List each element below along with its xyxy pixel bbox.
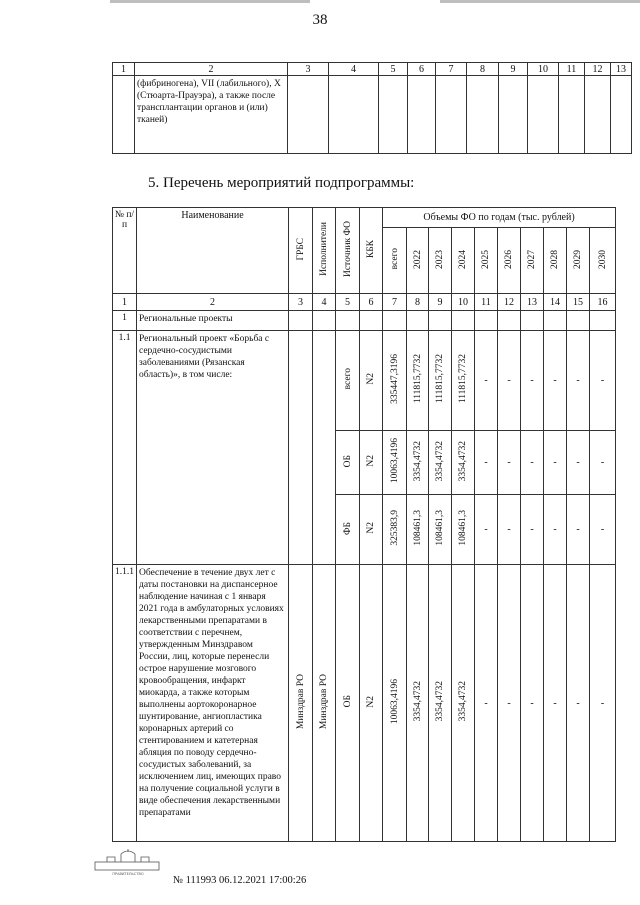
col-year-header: 2026 xyxy=(498,228,521,294)
col-num-header: № п/п xyxy=(113,208,137,294)
col-source-header: Источник ФО xyxy=(336,208,360,294)
column-header: 4 xyxy=(329,63,379,76)
continuation-text: (фибриногена), VII (лабильного), X (Стюарта-Прауэра), а также после трансплантации органов и (или) тканей) xyxy=(135,76,288,154)
col-kbk-header: КБК xyxy=(360,208,383,294)
page-number: 38 xyxy=(312,12,328,28)
activities-table xyxy=(112,207,616,842)
col-total-header: всего xyxy=(383,228,407,294)
government-stamp-icon xyxy=(93,848,163,881)
project-name: Региональный проект «Борьба с сердечно-сосудистыми заболеваниями (Рязанская область)», в том числе: xyxy=(137,331,289,565)
header-row xyxy=(113,208,616,228)
col-grbs-header: ГРБС xyxy=(289,208,313,294)
column-header: 1 xyxy=(113,63,135,76)
col-volumes-header: Объемы ФО по годам (тыс. рублей) xyxy=(383,208,616,228)
col-executors-header: Исполнители xyxy=(313,208,336,294)
table-row: 1.1 Региональный проект «Борьба с сердечно-сосудистыми заболеваниями (Рязанская область)», в том числе: всего N2 335447,3196 111815,7732 111815,7732 111815,7732 - - - - - - xyxy=(113,331,616,431)
table-row: ОБ N2 10063,4196 3354,4732 3354,4732 3354,4732 - - - - - - xyxy=(113,431,616,495)
row-number: 1.1 xyxy=(113,331,137,565)
column-header: 12 xyxy=(585,63,611,76)
column-header: 7 xyxy=(436,63,467,76)
scan-artifact xyxy=(110,0,310,3)
col-year-header: 2025 xyxy=(475,228,498,294)
col-year-header: 2030 xyxy=(590,228,616,294)
section-title: 5. Перечень мероприятий подпрограммы: xyxy=(148,175,415,191)
document-registration: № 111993 06.12.2021 17:00:26 xyxy=(173,875,307,886)
table-row: ФБ N2 325383,9 108461,3 108461,3 108461,3 - - - - - - xyxy=(113,495,616,565)
section-row: 1 Региональные проекты xyxy=(113,311,616,331)
col-year-header: 2028 xyxy=(544,228,567,294)
column-header: 5 xyxy=(379,63,408,76)
row-number: 1.1.1 xyxy=(113,565,137,842)
scan-artifact xyxy=(440,0,640,3)
column-header: 11 xyxy=(559,63,585,76)
column-header: 9 xyxy=(499,63,528,76)
column-header: 10 xyxy=(528,63,559,76)
col-year-header: 2023 xyxy=(429,228,452,294)
column-header: 6 xyxy=(408,63,436,76)
column-header: 2 xyxy=(135,63,288,76)
index-row: 1 2 3 4 5 6 7 8 9 10 11 12 13 14 15 16 xyxy=(113,294,616,311)
col-year-header: 2029 xyxy=(567,228,590,294)
col-name-header: Наименование xyxy=(137,208,289,294)
continuation-table xyxy=(112,62,632,154)
table-row xyxy=(113,76,632,154)
column-header: 3 xyxy=(288,63,329,76)
col-year-header: 2022 xyxy=(407,228,429,294)
table-row: 1.1.1 Обеспечение в течение двух лет с даты постановки на диспансерное наблюдение начиная с 1 января 2021 года в амбулаторных условиях лекарственными препаратами в соответствии с перечнем, утвержденным Минздравом России, лиц, которые перенесли острое нарушение мозгового кровообращения, инфаркт миокарда, а также которым выполнены аортокоронарное шунтирование, ангиопластика коронарных артерий со стентированием и катетерная абляция по поводу сердечно-сосудистых заболеваний, за исключением лиц, имеющих право на получение социальной услуги в виде обеспечения лекарственными препаратами Минздрав РО Минздрав РО ОБ N2 10063,4196 3354,4732 3354,4732 3354,4732 - - - - - - xyxy=(113,565,616,842)
svg-text:ПРАВИТЕЛЬСТВО: ПРАВИТЕЛЬСТВО xyxy=(112,872,144,876)
column-header: 8 xyxy=(467,63,499,76)
col-year-header: 2024 xyxy=(452,228,475,294)
col-year-header: 2027 xyxy=(521,228,544,294)
header-row xyxy=(113,63,632,76)
activity-name: Обеспечение в течение двух лет с даты постановки на диспансерное наблюдение начиная с 1 января 2021 года в амбулаторных условиях лекарственными препаратами в соответствии с перечнем, утвержденным Минздравом России, лиц, которые перенесли острое нарушение мозгового кровообращения, инфаркт миокарда, а также которым выполнены аортокоронарное шунтирование, ангиопластика коронарных артерий со стентированием и катетерная абляция по поводу сердечно-сосудистых заболеваний, за исключением лиц, имеющих право на получение социальной услуги в виде обеспечения лекарственными препаратами xyxy=(137,565,289,842)
column-header: 13 xyxy=(611,63,632,76)
